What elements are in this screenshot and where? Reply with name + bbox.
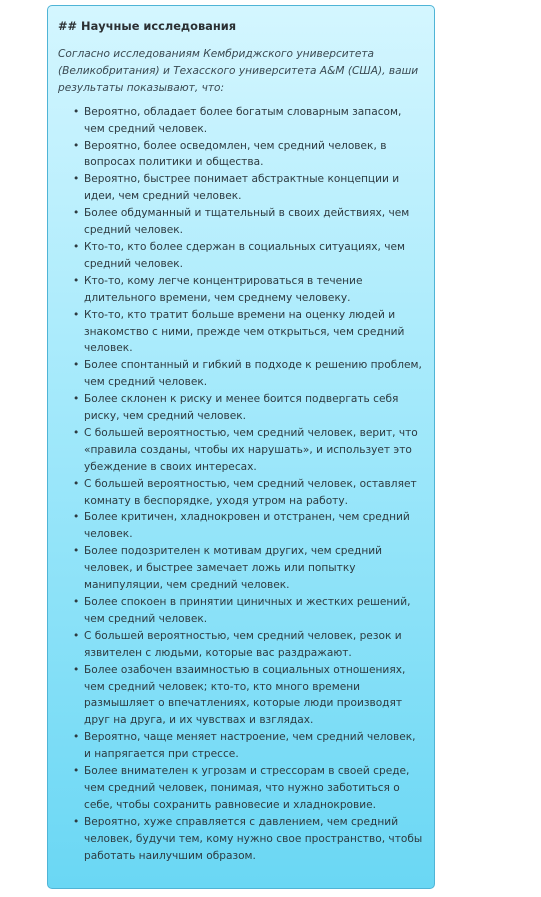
bullet-icon: • — [73, 393, 80, 406]
list-item — [73, 273, 424, 307]
list-item-text: Вероятно, обладает более богатым словарным запасом, чем средний человек. — [84, 105, 402, 135]
list-item — [73, 594, 424, 628]
list-item-text: Вероятно, более осведомлен, чем средний человек, в вопросах политики и общества. — [84, 139, 387, 169]
research-card — [47, 5, 435, 889]
list-item — [73, 476, 424, 510]
list-item-text: Более внимателен к угрозам и стрессорам в своей среде, чем средний человек, понимая, что нужно заботиться о себе, чтобы сохранить равновесие и хладнокровие. — [84, 765, 410, 811]
list-item — [73, 662, 424, 730]
list-item — [73, 391, 424, 425]
list-item — [73, 425, 424, 476]
bullet-icon: • — [73, 765, 80, 778]
bullet-icon: • — [73, 308, 80, 321]
list-item-text: Вероятно, хуже справляется с давлением, чем средний человек, будучи тем, кому нужно свое пространство, чтобы работать наилучшим образом. — [84, 815, 423, 862]
list-item — [73, 763, 424, 814]
bullet-icon: • — [73, 139, 80, 152]
list-item-text: Вероятно, чаще меняет настроение, чем средний человек, и напрягается при стрессе. — [84, 731, 416, 761]
section-heading: ## Научные исследования — [58, 19, 237, 33]
bullet-icon: • — [73, 477, 80, 490]
list-item-text: Вероятно, быстрее понимает абстрактные концепции и идеи, чем средний человек. — [84, 173, 400, 203]
list-item — [73, 138, 424, 172]
bullet-icon: • — [73, 105, 80, 118]
list-item — [73, 104, 424, 138]
list-item-text: С большей вероятностью, чем средний человек, оставляет комнату в беспорядке, уходя утром на работу. — [84, 477, 417, 507]
bullet-icon: • — [73, 274, 80, 287]
bullet-icon: • — [73, 426, 80, 439]
list-item — [73, 239, 424, 273]
intro-text: Согласно исследованиям Кембриджского университета (Великобритания) и Техасского университета A&M (США), ваши результаты показывают, что: — [58, 48, 419, 94]
bullet-icon: • — [73, 815, 80, 828]
list-item — [73, 357, 424, 391]
list-item-text: Более обдуманный и тщательный в своих действиях, чем средний человек. — [84, 207, 410, 237]
list-item — [73, 543, 424, 594]
list-item — [73, 729, 424, 763]
list-item-text: С большей вероятностью, чем средний человек, верит, что «правила созданы, чтобы их нарушать», и использует это убеждение в своих интересах. — [84, 426, 418, 473]
bullet-icon: • — [73, 596, 80, 608]
bullet-icon: • — [73, 511, 80, 524]
list-item-text: Кто-то, кто более сдержан в социальных ситуациях, чем средний человек. — [84, 240, 406, 270]
list-item-text: Более озабочен взаимностью в социальных отношениях, чем средний человек; кто-то, кто много времени размышляет о впечатлениях, которые люди производят друг на друга, и их чувствах и взглядах. — [84, 663, 406, 727]
list-item-text: Более критичен, хладнокровен и отстранен, чем средний человек. — [84, 511, 410, 541]
bullet-icon: • — [73, 173, 80, 186]
findings-list — [58, 104, 424, 865]
bullet-icon: • — [73, 545, 80, 558]
bullet-icon: • — [73, 359, 80, 372]
list-item-text: Кто-то, кто тратит больше времени на оценку людей и знакомство с ними, прежде чем открыться, чем средний человек. — [84, 308, 405, 355]
list-item-text: С большей вероятностью, чем средний человек, резок и язвителен с людьми, которые вас раздражают. — [84, 629, 402, 659]
list-item-text: Более подозрителен к мотивам других, чем средний человек, и быстрее замечает ложь или попытку манипуляции, чем средний человек. — [84, 545, 383, 592]
list-item — [73, 814, 424, 865]
list-item — [73, 171, 424, 205]
list-item — [73, 509, 424, 543]
bullet-icon: • — [73, 663, 80, 676]
list-item-text: Более спокоен в принятии циничных и жестких решений, чем средний человек. — [84, 596, 411, 625]
list-item-text: Кто-то, кому легче концентрироваться в течение длительного времени, чем среднему человеку. — [84, 274, 363, 304]
list-item-text: Более спонтанный и гибкий в подходе к решению проблем, чем средний человек. — [84, 359, 422, 389]
bullet-icon: • — [73, 240, 80, 253]
list-item-text: Более склонен к риску и менее боится подвергать себя риску, чем средний человек. — [84, 393, 399, 423]
list-item — [73, 205, 424, 239]
list-item — [73, 307, 424, 358]
bullet-icon: • — [73, 207, 80, 220]
bullet-icon: • — [73, 731, 80, 744]
bullet-icon: • — [73, 629, 80, 642]
list-item — [73, 628, 424, 662]
